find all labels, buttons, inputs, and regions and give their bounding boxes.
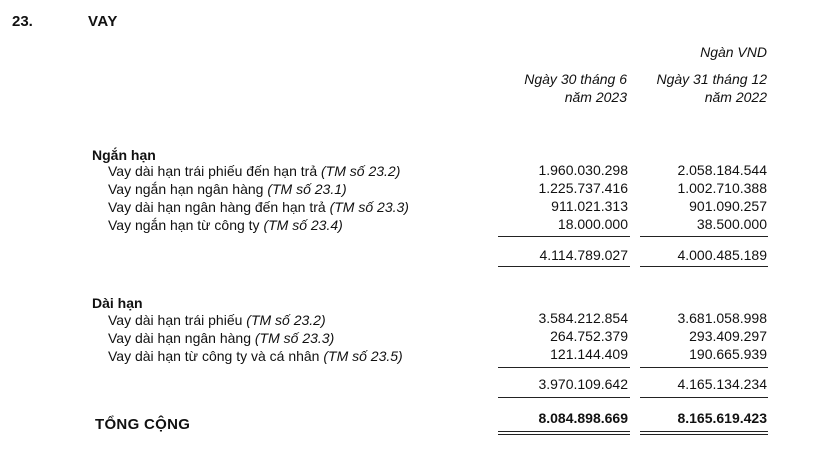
subtotal-rule bbox=[640, 397, 768, 398]
row-note: (TM số 23.4) bbox=[263, 217, 343, 233]
value-2022: 901.090.257 bbox=[689, 198, 767, 214]
row-label bbox=[108, 312, 326, 328]
value-2023: 911.021.313 bbox=[551, 198, 628, 214]
value-2023: 121.144.409 bbox=[550, 346, 628, 362]
row-label bbox=[108, 199, 409, 215]
long-term-heading: Dài hạn bbox=[92, 295, 143, 311]
row-label-text: Vay dài hạn ngân hàng đến hạn trả bbox=[108, 199, 330, 215]
grand-total-2022: 8.165.619.423 bbox=[677, 410, 767, 426]
subtotal-2022: 4.000.485.189 bbox=[677, 247, 767, 263]
subtotal-2023: 3.970.109.642 bbox=[538, 376, 628, 392]
value-2022: 293.409.297 bbox=[689, 328, 767, 344]
value-2023: 264.752.379 bbox=[550, 328, 628, 344]
row-label-text: Vay dài hạn trái phiếu đến hạn trả bbox=[108, 163, 322, 179]
column-header-2022 bbox=[656, 70, 767, 106]
subtotal-rule bbox=[640, 236, 768, 237]
row-label-text: Vay dài hạn từ công ty và cá nhân bbox=[108, 348, 324, 364]
row-label-text: Vay ngắn hạn từ công ty bbox=[108, 217, 264, 233]
section-number: 23. bbox=[12, 13, 33, 30]
subtotal-rule bbox=[498, 236, 630, 237]
row-label bbox=[108, 181, 347, 197]
row-note: (TM số 23.2) bbox=[321, 163, 401, 179]
value-2023: 3.584.212.854 bbox=[538, 310, 628, 326]
value-2022: 2.058.184.544 bbox=[677, 162, 767, 178]
row-note: (TM số 23.3) bbox=[254, 330, 335, 346]
column-header-line: Ngày 30 tháng 6 bbox=[524, 71, 627, 87]
section-title: VAY bbox=[88, 13, 118, 30]
value-2023: 18.000.000 bbox=[557, 216, 628, 232]
row-note: (TM số 23.1) bbox=[267, 181, 347, 197]
total-double-rule bbox=[640, 434, 768, 435]
column-header-line: năm 2023 bbox=[564, 89, 627, 105]
row-label-text: Vay dài hạn ngân hàng bbox=[108, 330, 255, 346]
grand-total-label: TỔNG CỘNG bbox=[95, 416, 191, 433]
row-note: (TM số 23.5) bbox=[323, 348, 403, 364]
short-term-heading: Ngắn hạn bbox=[92, 147, 156, 163]
row-note: (TM số 23.3) bbox=[329, 199, 409, 215]
row-label bbox=[108, 330, 334, 346]
total-double-rule bbox=[640, 431, 768, 432]
row-label-text: Vay dài hạn trái phiếu bbox=[108, 312, 247, 328]
row-label bbox=[108, 348, 403, 364]
value-2022: 38.500.000 bbox=[696, 216, 767, 232]
currency-unit: Ngàn VND bbox=[700, 44, 767, 60]
row-label-text: Vay ngắn hạn ngân hàng bbox=[108, 181, 268, 197]
value-2023: 1.225.737.416 bbox=[538, 180, 628, 196]
grand-total-2023: 8.084.898.669 bbox=[538, 410, 628, 426]
subtotal-rule bbox=[498, 397, 630, 398]
subtotal-rule bbox=[640, 266, 768, 267]
row-label bbox=[108, 217, 343, 233]
column-header-2023 bbox=[524, 70, 627, 106]
subtotal-2022: 4.165.134.234 bbox=[677, 376, 767, 392]
value-2022: 1.002.710.388 bbox=[677, 180, 767, 196]
subtotal-rule bbox=[498, 266, 630, 267]
column-header-line: Ngày 31 tháng 12 bbox=[656, 71, 767, 87]
subtotal-rule bbox=[498, 367, 630, 368]
value-2022: 190.665.939 bbox=[689, 346, 767, 362]
value-2023: 1.960.030.298 bbox=[538, 162, 628, 178]
value-2022: 3.681.058.998 bbox=[677, 310, 767, 326]
row-label bbox=[108, 163, 400, 179]
total-double-rule bbox=[498, 431, 630, 432]
subtotal-2023: 4.114.789.027 bbox=[539, 247, 628, 263]
subtotal-rule bbox=[640, 367, 768, 368]
total-double-rule bbox=[498, 434, 630, 435]
column-header-line: năm 2022 bbox=[704, 89, 767, 105]
row-note: (TM số 23.2) bbox=[246, 312, 326, 328]
